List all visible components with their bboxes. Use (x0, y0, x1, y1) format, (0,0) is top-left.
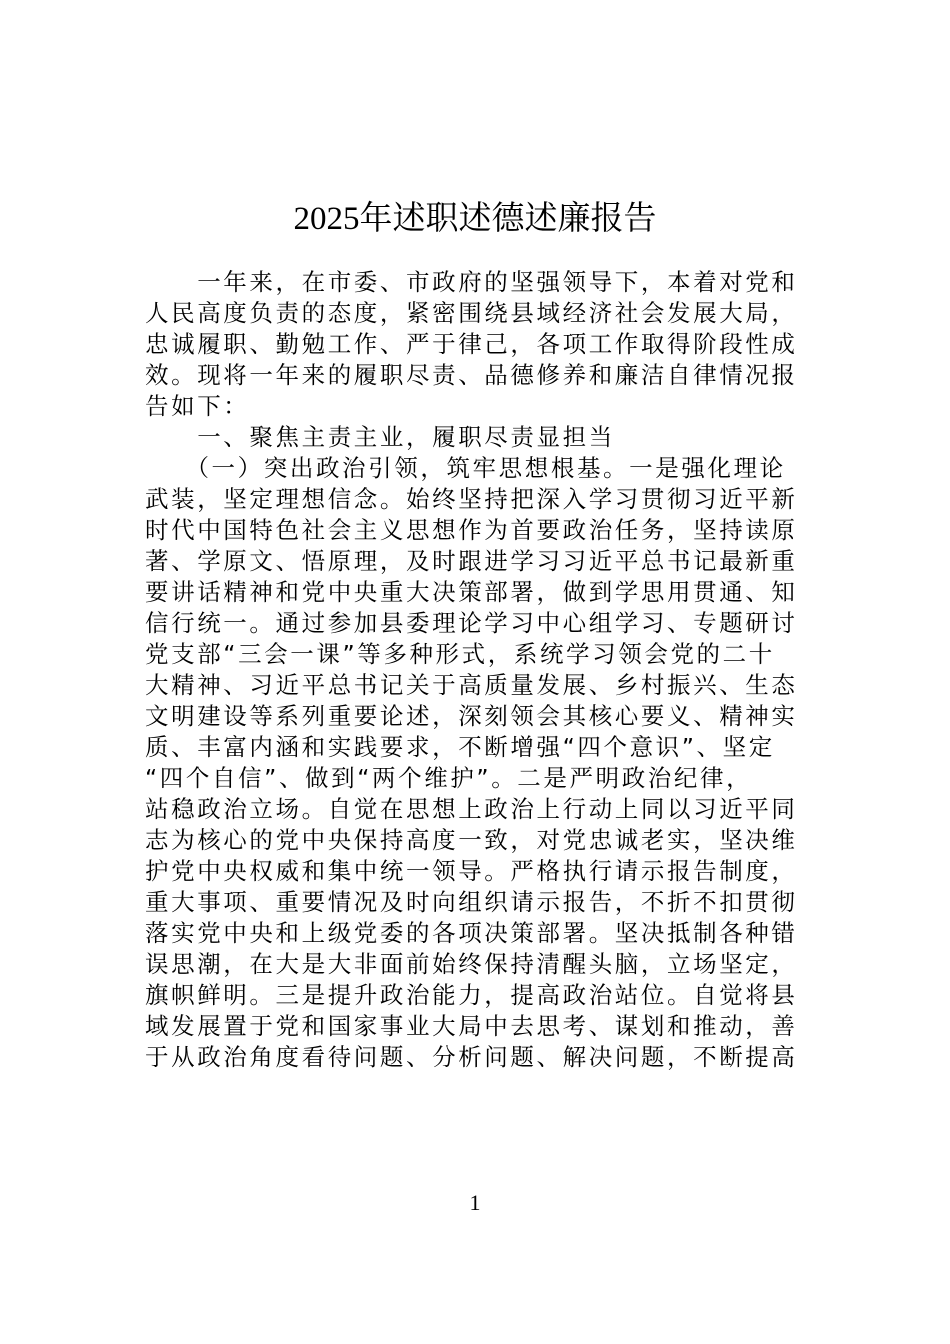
document-body (145, 267, 807, 1073)
body-line: 文明建设等系列重要论述，深刻领会其核心要义、精神实 (145, 702, 798, 730)
body-line: 一年来，在市委、市政府的坚强领导下，本着对党和 (145, 268, 798, 296)
body-line: 站稳政治立场。自觉在思想上政治上行动上同以习近平同 (145, 795, 798, 823)
body-line: 时代中国特色社会主义思想作为首要政治任务，坚持读原 (145, 516, 798, 544)
body-line: 武装，坚定理想信念。始终坚持把深入学习贯彻习近平新 (145, 485, 798, 513)
body-line: 质、丰富内涵和实践要求，不断增强“四个意识”、坚定 (145, 733, 775, 761)
section-heading: 一、聚焦主责主业，履职尽责显担当 (145, 423, 615, 451)
body-line: 于从政治角度看待问题、分析问题、解决问题，不断提高 (145, 1043, 798, 1071)
title-text: 年述职述德述廉报告 (359, 198, 657, 238)
body-line: 护党中央权威和集中统一领导。严格执行请示报告制度， (145, 857, 798, 885)
body-line: 大精神、习近平总书记关于高质量发展、乡村振兴、生态 (145, 671, 798, 699)
body-line: 忠诚履职、勤勉工作、严于律己，各项工作取得阶段性成 (145, 330, 798, 358)
body-line: 党支部“三会一课”等多种形式，系统学习领会党的二十 (145, 640, 775, 668)
title-year: 2025 (293, 201, 360, 238)
document-title (0, 196, 950, 241)
body-line: 要讲话精神和党中央重大决策部署，做到学思用贯通、知 (145, 578, 798, 606)
body-line: 重大事项、重要情况及时向组织请示报告，不折不扣贯彻 (145, 888, 798, 916)
page-number: 1 (469, 1190, 481, 1215)
body-line: 信行统一。通过参加县委理论学习中心组学习、专题研讨 (145, 609, 798, 637)
body-line: 落实党中央和上级党委的各项决策部署。坚决抵制各种错 (145, 919, 798, 947)
body-line: 旗帜鲜明。三是提升政治能力，提高政治站位。自觉将县 (145, 981, 798, 1009)
body-line: （一）突出政治引领，筑牢思想根基。一是强化理论 (145, 454, 786, 482)
body-line: 误思潮，在大是大非面前始终保持清醒头脑，立场坚定， (145, 950, 798, 978)
body-line: 著、学原文、悟原理，及时跟进学习习近平总书记最新重 (145, 547, 798, 575)
body-line: 告如下： (145, 392, 250, 420)
body-line: 志为核心的党中央保持高度一致，对党忠诚老实，坚决维 (145, 826, 798, 854)
body-line: 人民高度负责的态度，紧密围绕县域经济社会发展大局， (145, 299, 798, 327)
body-line: 效。现将一年来的履职尽责、品德修养和廉洁自律情况报 (145, 361, 798, 389)
body-line: “四个自信”、做到“两个维护”。二是严明政治纪律， (145, 764, 753, 792)
body-line: 域发展置于党和国家事业大局中去思考、谋划和推动，善 (145, 1012, 798, 1040)
